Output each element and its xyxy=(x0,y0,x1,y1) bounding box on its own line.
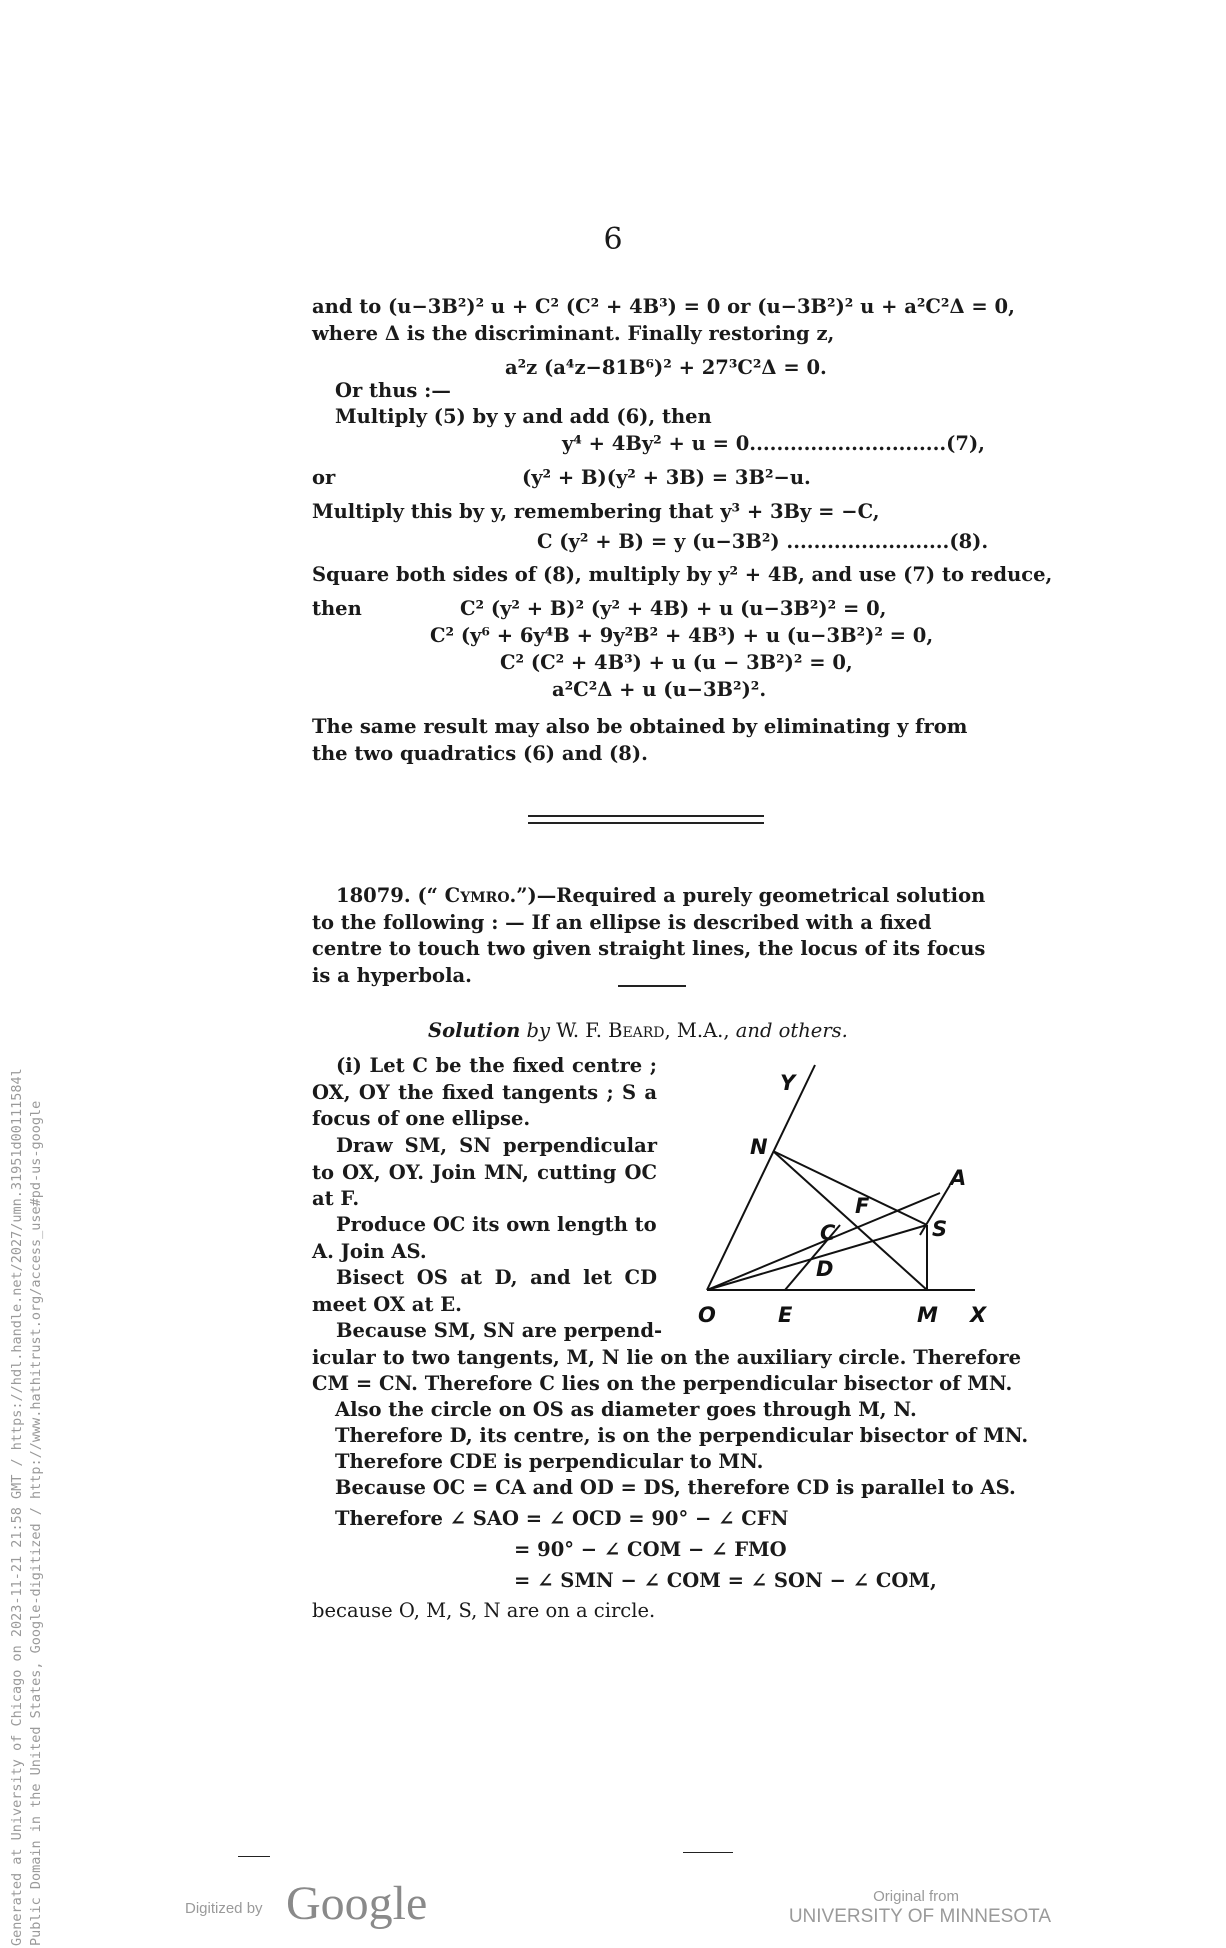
google-logo: Google xyxy=(286,1877,428,1930)
label-M: M xyxy=(917,1303,938,1327)
section-divider-top xyxy=(528,815,764,817)
line-OY xyxy=(707,1065,815,1290)
problem-number: 18079. xyxy=(336,884,411,907)
solution-full-line-7: Therefore ∠ SAO = ∠ OCD = 90° − ∠ CFN xyxy=(335,1507,789,1530)
watermark-line-1: Generated at University of Chicago on 2023-11-21 21:58 GMT / https://hdl.handle.net/2027/umn.31951d00111584l xyxy=(9,1068,25,1946)
label-Y: Y xyxy=(780,1071,796,1095)
square-line: Square both sides of (8), multiply by y² + 4B, and use (7) to reduce, xyxy=(312,563,1053,586)
solution-full-line-5: Therefore CDE is perpendicular to MN. xyxy=(335,1450,764,1473)
solution-full-line-8: = 90° − ∠ COM − ∠ FMO xyxy=(514,1538,787,1561)
equation-then-4: a²C²Δ + u (u−3B²)². xyxy=(552,678,767,701)
short-divider xyxy=(618,985,686,987)
equation-then-1: C² (y² + B)² (y² + 4B) + u (u−3B²)² = 0, xyxy=(460,597,887,620)
digitized-by-label: Digitized by xyxy=(185,1900,263,1917)
line-NM xyxy=(773,1151,927,1290)
equation-or: (y² + B)(y² + 3B) = 3B²−u. xyxy=(522,466,811,489)
solution-full-line-4: Therefore D, its centre, is on the perpendicular bisector of MN. xyxy=(335,1424,1029,1447)
page-number: 6 xyxy=(603,222,623,257)
problem-proposer: (“ Cymro.”) xyxy=(417,884,537,907)
solution-full-line-6: Because OC = CA and OD = DS, therefore CD is parallel to AS. xyxy=(335,1476,1016,1499)
or-label: or xyxy=(312,466,336,489)
or-thus-label: Or thus :— xyxy=(335,379,451,402)
solution-paragraph-1: (i) Let C be the fixed centre ; OX, OY the fixed tangents ; S a focus of one ellipse. xyxy=(312,1054,657,1130)
label-O: O xyxy=(698,1303,716,1327)
label-N: N xyxy=(750,1135,768,1159)
label-X: X xyxy=(970,1303,987,1327)
solution-full-line-10: because O, M, S, N are on a circle. xyxy=(312,1599,656,1622)
equation-7: y⁴ + 4By² + u = 0.............................(7), xyxy=(562,432,985,455)
hathitrust-watermark xyxy=(8,1068,46,1946)
equation-8: C (y² + B) = y (u−3B²) ........................(8). xyxy=(537,530,989,553)
multiply-this-line: Multiply this by y, remembering that y³ + 3By = −C, xyxy=(312,500,880,523)
footer-rule-left xyxy=(238,1856,270,1857)
solution-word: Solution xyxy=(428,1019,521,1042)
multiply-line: Multiply (5) by y and add (6), then xyxy=(335,405,712,428)
solution-full-line-2: CM = CN. Therefore C lies on the perpendicular bisector of MN. xyxy=(312,1372,1013,1395)
problem-paragraph xyxy=(312,883,990,989)
footer-rule-right xyxy=(683,1852,733,1853)
solution-full-line-9: = ∠ SMN − ∠ COM = ∠ SON − ∠ COM, xyxy=(514,1569,937,1592)
and-others: and others. xyxy=(735,1019,848,1042)
problem-text: —Required a purely geometrical solution to the following : — If an ellipse is described with a fixed centre to touch two given straight lines, the locus of its focus is a hyperbola. xyxy=(312,884,986,987)
solution-paragraph-2: Draw SM, SN perpendicular to OX, OY. Join MN, cutting OC at F. xyxy=(312,1134,657,1210)
solution-heading xyxy=(428,1018,848,1044)
label-C: C xyxy=(820,1221,836,1245)
original-from-label: Original from xyxy=(873,1888,959,1905)
section-divider-bottom xyxy=(528,822,764,824)
watermark-line-2: Public Domain in the United States, Google-digitized / http://www.hathitrust.org/access_use#pd-us-google xyxy=(28,1100,44,1946)
label-S: S xyxy=(932,1217,948,1241)
equation-a: a²z (a⁴z−81B⁶)² + 27³C²Δ = 0. xyxy=(505,356,827,379)
equation-then-2: C² (y⁶ + 6y⁴B + 9y²B² + 4B³) + u (u−3B²)² = 0, xyxy=(430,624,934,647)
discriminant-line: where Δ is the discriminant. Finally restoring z, xyxy=(312,322,835,345)
university-label: UNIVERSITY OF MINNESOTA xyxy=(788,1906,1051,1927)
label-F: F xyxy=(855,1194,870,1218)
solution-paragraph-4: Bisect OS at D, and let CD meet OX at E. xyxy=(312,1266,657,1316)
then-label: then xyxy=(312,597,362,620)
equation-then-3: C² (C² + 4B³) + u (u − 3B²)² = 0, xyxy=(500,651,853,674)
solution-paragraph-3: Produce OC its own length to A. Join AS. xyxy=(312,1213,657,1263)
label-A: A xyxy=(950,1166,967,1190)
label-E: E xyxy=(778,1303,793,1327)
solution-author: W. F. Beard, M.A., xyxy=(556,1019,730,1042)
by-word: by xyxy=(526,1019,550,1042)
solution-paragraph-5: Because SM, SN are perpend- xyxy=(336,1319,663,1342)
equation-line-1: and to (u−3B²)² u + C² (C² + 4B³) = 0 or (u−3B²)² u + a²C²Δ = 0, xyxy=(312,295,1015,318)
solution-full-line-1: icular to two tangents, M, N lie on the auxiliary circle. Therefore xyxy=(312,1346,1022,1369)
same-result-paragraph: The same result may also be obtained by eliminating y from the two quadratics (6) and (8). xyxy=(312,715,968,765)
line-NS xyxy=(773,1151,927,1225)
solution-full-line-3: Also the circle on OS as diameter goes through M, N. xyxy=(335,1398,917,1421)
label-D: D xyxy=(816,1257,834,1281)
geometry-figure xyxy=(680,1050,1000,1330)
